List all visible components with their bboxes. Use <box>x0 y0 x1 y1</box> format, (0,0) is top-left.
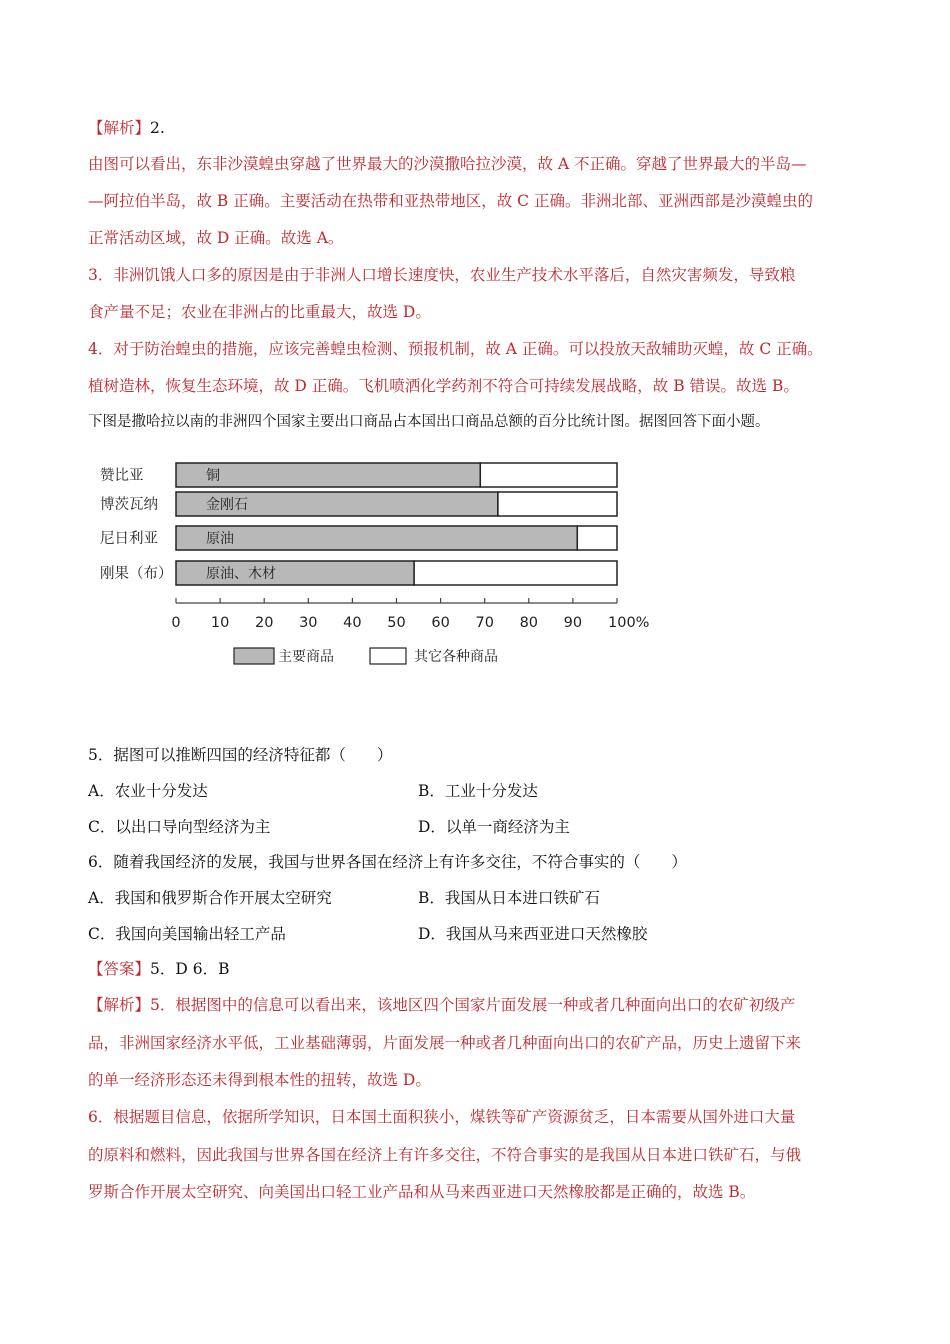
x-tick-label: 10 <box>210 615 230 631</box>
analysis-number: 2. <box>150 119 165 137</box>
q5-option-d: D．以单一商经济为主 <box>418 818 570 836</box>
bar-main-segment <box>176 463 480 487</box>
analysis-prev-line: 正常活动区域，故 D 正确。故选 A。 <box>88 229 344 247</box>
q4-analysis-line: 4．对于防治蝗虫的措施，应该完善蝗虫检测、预报机制，故 A 正确。可以投放天敌辅助灭蝗，故 C 正确。 <box>88 340 823 358</box>
analysis-q5-line <box>88 995 795 1015</box>
category-label: 刚果（布） <box>100 566 173 582</box>
x-tick-label: 50 <box>387 615 406 631</box>
bar-commodity-label: 原油、木材 <box>206 566 276 582</box>
q3-analysis-line: 3．非洲饥饿人口多的原因是由于非洲人口增长速度快，农业生产技术水平落后，自然灾害频发，导致粮 <box>88 266 796 284</box>
q5-option-b: B．工业十分发达 <box>418 782 538 800</box>
x-tick-label: 80 <box>519 615 539 631</box>
bar-commodity-label: 铜 <box>206 468 220 484</box>
bar-other-segment <box>498 492 617 516</box>
analysis-prev-heading <box>88 118 165 138</box>
x-tick-label: 20 <box>254 615 274 631</box>
bar-other-segment <box>480 463 617 487</box>
export-share-chart <box>88 450 658 685</box>
x-tick-label: 90 <box>563 615 583 631</box>
q6-option-a: A．我国和俄罗斯合作开展太空研究 <box>88 889 332 907</box>
answer-text: 5．D 6．B <box>150 960 230 978</box>
bar-other-segment <box>577 526 617 550</box>
bar-commodity-label: 金刚石 <box>206 497 248 513</box>
x-tick-label: 60 <box>431 615 450 631</box>
bar-main-segment <box>176 526 577 550</box>
q6-option-b: B．我国从日本进口铁矿石 <box>418 889 600 907</box>
chart-intro: 下图是撒哈拉以南的非洲四个国家主要出口商品占本国出口商品总额的百分比统计图。据图回答下面小题。 <box>88 414 770 430</box>
analysis-tag: 【解析】 <box>88 996 151 1014</box>
bar-commodity-label: 原油 <box>206 531 234 547</box>
analysis-q5-line: 的单一经济形态还未得到根本性的扭转，故选 D。 <box>88 1071 431 1089</box>
legend-label-other: 其它各种商品 <box>414 649 498 665</box>
bar-other-segment <box>414 561 617 585</box>
analysis-prev-line: 由图可以看出，东非沙漠蝗虫穿越了世界最大的沙漠撒哈拉沙漠，故 A 不正确。穿越了世界最大的半岛— <box>88 155 807 173</box>
legend-swatch-main <box>234 648 274 664</box>
q6-option-d: D．我国从马来西亚进口天然橡胶 <box>418 925 648 943</box>
analysis-q5-text: 5．根据图中的信息可以看出来，该地区四个国家片面发展一种或者几种面向出口的农矿初级产 <box>150 996 796 1014</box>
category-label: 尼日利亚 <box>100 531 158 547</box>
legend-label-main: 主要商品 <box>278 649 334 665</box>
q6-option-c: C．我国向美国输出轻工产品 <box>88 925 286 943</box>
analysis-q6-line: 6．根据题目信息，依据所学知识，日本国土面积狭小，煤铁等矿产资源贫乏，日本需要从国外进口大量 <box>88 1108 796 1126</box>
q5-stem: 5．据图可以推断四国的经济特征都（ ） <box>88 746 393 764</box>
analysis-tag: 【解析】 <box>88 119 151 137</box>
x-tick-label: 40 <box>343 615 362 631</box>
q5-option-c: C．以出口导向型经济为主 <box>88 818 271 836</box>
analysis-q5-line: 品，非洲国家经济水平低，工业基础薄弱，片面发展一种或者几种面向出口的农矿产品，历史上遗留下来 <box>88 1034 802 1052</box>
q5-option-a: A．农业十分发达 <box>88 782 208 800</box>
x-tick-label: 70 <box>475 615 494 631</box>
q3-analysis-line: 食产量不足；农业在非洲占的比重最大，故选 D。 <box>88 303 431 321</box>
legend-swatch-other <box>370 648 406 664</box>
analysis-q6-line: 罗斯合作开展太空研究、向美国出口轻工业产品和从马来西亚进口天然橡胶都是正确的，故选 B。 <box>88 1183 756 1201</box>
analysis-q6-line: 的原料和燃料，因此我国与世界各国在经济上有许多交往，不符合事实的是我国从日本进口铁矿石，与俄 <box>88 1146 802 1164</box>
analysis-prev-line: —阿拉伯半岛，故 B 正确。主要活动在热带和亚热带地区，故 C 正确。非洲北部、亚洲西部是沙漠蝗虫的 <box>88 192 813 210</box>
x-tick-label: 30 <box>299 615 318 631</box>
x-tick-label: 0 <box>171 615 181 631</box>
answer-tag: 【答案】 <box>88 960 151 978</box>
x-tick-label: 100% <box>608 615 650 631</box>
q4-analysis-line: 植树造林，恢复生态环境，故 D 正确。飞机喷洒化学药剂不符合可持续发展战略，故 B 错误。故选 B。 <box>88 377 799 395</box>
category-label: 赞比亚 <box>100 468 144 484</box>
category-label: 博茨瓦纳 <box>100 497 158 513</box>
q6-stem: 6．随着我国经济的发展，我国与世界各国在经济上有许多交往，不符合事实的（ ） <box>88 853 687 871</box>
answer-line <box>88 959 229 979</box>
